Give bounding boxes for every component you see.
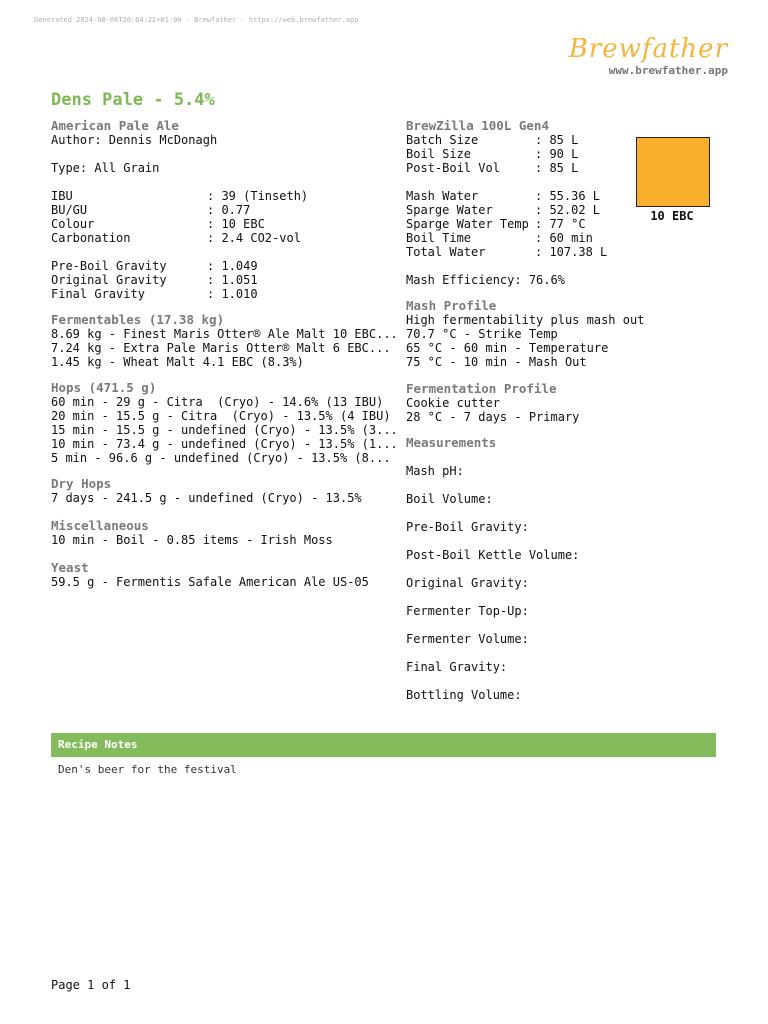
kv-label: Boil Size [406,147,472,161]
misc-item: 10 min - Boil - 0.85 items - Irish Moss [51,533,333,547]
colour-swatch-label: 10 EBC [650,209,694,223]
kv-row [51,217,396,231]
fermentable-item: 7.24 kg - Extra Pale Maris Otter® Malt 6 EBC... [51,341,391,355]
recipe-notes-header: Recipe Notes [51,733,716,757]
kv-row [51,203,396,217]
kv-label: IBU [51,189,73,203]
kv-value: : 55.36 L [535,189,601,203]
kv-label: BU/GU [51,203,88,217]
kv-value: : 39 (Tinseth) [207,189,309,203]
logo-url: www.brewfather.app [608,64,728,77]
fermentable-item: 1.45 kg - Wheat Malt 4.1 EBC (8.3%) [51,355,304,369]
misc-list [51,533,396,547]
kv-label: Sparge Water Temp [406,217,529,231]
hop-item: 20 min - 15.5 g - Citra (Cryo) - 13.5% (4 IBU) [51,409,391,423]
logo-script: Brewfather [568,34,728,64]
kv-value: : 10 EBC [207,217,265,231]
kv-label: Batch Size [406,133,479,147]
kv-value: : 90 L [535,147,579,161]
recipe-title: Dens Pale - 5.4% [51,90,215,110]
fermentables-heading: Fermentables (17.38 kg) [51,312,225,327]
measurement-item: Original Gravity: [406,576,529,590]
kv-label: Final Gravity [51,287,145,301]
kv-row [51,231,396,245]
stats-list [51,189,396,245]
gravity-list [51,259,396,301]
hop-item: 5 min - 96.6 g - undefined (Cryo) - 13.5% (8... [51,451,391,465]
misc-heading: Miscellaneous [51,518,149,533]
kv-value: : 85 L [535,161,579,175]
kv-label: Post-Boil Vol [406,161,500,175]
dry-hops-heading: Dry Hops [51,476,112,491]
kv-label: Total Water [406,245,486,259]
measurement-item: Fermenter Volume: [406,632,529,646]
left-column [51,119,396,589]
measurement-item: Mash pH: [406,464,464,478]
kv-value: : 1.010 [207,287,258,301]
kv-value: : 2.4 CO2-vol [207,231,301,245]
fermentables-list [51,327,396,369]
brewfather-logo [569,34,728,78]
measurements-list [406,464,751,702]
yeast-item: 59.5 g - Fermentis Safale American Ale US-05 [51,575,369,589]
kv-label: Sparge Water [406,203,493,217]
measurement-item: Bottling Volume: [406,688,522,702]
mash-step: 75 °C - 10 min - Mash Out [406,355,587,369]
kv-row [406,231,751,245]
fermentable-item: 8.69 kg - Finest Maris Otter® Ale Malt 10 EBC... [51,327,398,341]
kv-label: Boil Time [406,231,472,245]
recipe-type: Type: All Grain [51,161,160,175]
measurement-item: Final Gravity: [406,660,508,674]
mash-profile-name: High fermentability plus mash out [406,313,645,327]
kv-row [51,189,396,203]
hop-item: 15 min - 15.5 g - undefined (Cryo) - 13.5% (3... [51,423,398,437]
kv-label: Carbonation [51,231,131,245]
kv-value: : 77 °C [535,217,586,231]
fermentation-step: 28 °C - 7 days - Primary [406,410,580,424]
kv-value: : 85 L [535,133,579,147]
kv-value: : 1.051 [207,273,258,287]
kv-row [51,273,396,287]
hop-item: 60 min - 29 g - Citra (Cryo) - 14.6% (13 IBU) [51,395,384,409]
hop-item: 10 min - 73.4 g - undefined (Cryo) - 13.5% (1... [51,437,398,451]
kv-row [51,287,396,301]
kv-value: : 0.77 [207,203,251,217]
kv-label: Colour [51,217,95,231]
kv-row [406,245,751,259]
measurement-item: Pre-Boil Gravity: [406,520,529,534]
mash-profile-heading: Mash Profile [406,298,497,313]
measurements-heading: Measurements [406,435,497,450]
measurement-item: Post-Boil Kettle Volume: [406,548,580,562]
kv-value: : 60 min [535,231,593,245]
measurement-item: Boil Volume: [406,492,493,506]
mash-step: 70.7 °C - Strike Temp [406,327,558,341]
kv-label: Pre-Boil Gravity [51,259,167,273]
kv-label: Mash Water [406,189,479,203]
kv-row [51,259,396,273]
kv-value: : 107.38 L [535,245,608,259]
mash-efficiency: Mash Efficiency: 76.6% [406,273,565,287]
dry-hop-item: 7 days - 241.5 g - undefined (Cryo) - 13.5% [51,491,362,505]
page-number: Page 1 of 1 [51,978,131,992]
style-heading: American Pale Ale [51,118,179,133]
hops-list [51,395,396,465]
kv-label: Original Gravity [51,273,167,287]
dry-hops-list [51,491,396,505]
yeast-list [51,575,396,589]
fermentation-profile-heading: Fermentation Profile [406,381,557,396]
fermentation-steps-list [406,410,751,424]
colour-swatch [636,137,710,207]
kv-value: : 1.049 [207,259,258,273]
mash-steps-list [406,327,751,369]
measurement-item: Fermenter Top-Up: [406,604,529,618]
fermentation-profile-name: Cookie cutter [406,396,500,410]
recipe-notes-text: Den's beer for the festival [58,763,237,776]
kv-value: : 52.02 L [535,203,601,217]
hops-heading: Hops (471.5 g) [51,380,157,395]
author: Author: Dennis McDonagh [51,133,218,147]
generated-line: Generated 2024-08-06T20:04:22+01:00 - Brewfather - https://web.brewfather.app [34,16,359,24]
mash-step: 65 °C - 60 min - Temperature [406,341,609,355]
yeast-heading: Yeast [51,560,89,575]
equipment-heading: BrewZilla 100L Gen4 [406,118,549,133]
